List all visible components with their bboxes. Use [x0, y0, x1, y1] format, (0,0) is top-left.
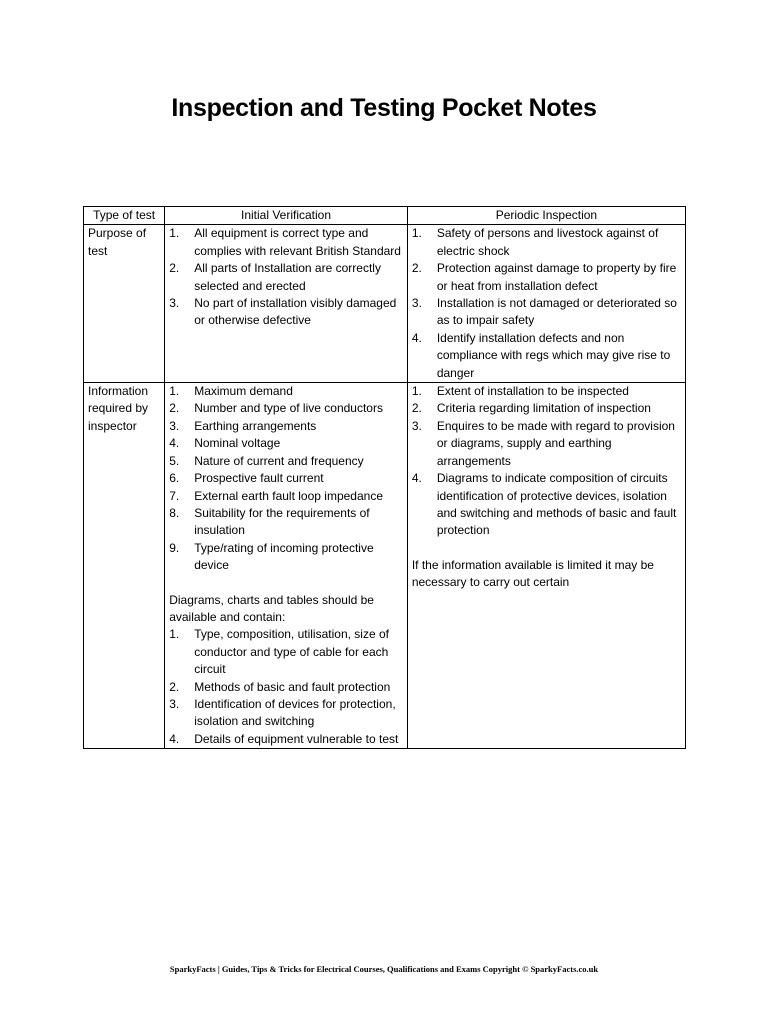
limited-info-note: If the information available is limited it may be necessary to carry out certain	[411, 557, 654, 590]
purpose-periodic-list	[412, 225, 681, 382]
list-item: 6. Prospective fault current	[169, 471, 324, 486]
inspection-table	[83, 206, 686, 749]
list-item: 2. Methods of basic and fault protection	[169, 679, 391, 694]
information-periodic-cell	[407, 383, 685, 749]
list-item: 1. Type, composition, utilisation, size of conductor and type of cable for each circuit	[169, 627, 389, 677]
information-initial-list	[169, 383, 403, 574]
table-header-row	[84, 207, 686, 225]
list-item: 4. Diagrams to indicate composition of circuits identification of protective devices, isolation and switching and methods of basic and fault protection	[411, 471, 677, 538]
header-type-of-test: Type of test	[84, 207, 165, 225]
page-title: Inspection and Testing Pocket Notes	[171, 94, 597, 122]
list-item: 4. Identify installation defects and non compliance with regs which may give rise to danger	[411, 330, 671, 380]
table-row-information	[84, 383, 686, 749]
list-item: 1. All equipment is correct type and complies with relevant British Standard	[169, 226, 401, 258]
list-item: 7. External earth fault loop impedance	[169, 488, 383, 503]
list-item: 1. Extent of installation to be inspected	[411, 384, 629, 399]
list-item: 5. Nature of current and frequency	[169, 453, 364, 468]
header-periodic-inspection: Periodic Inspection	[407, 207, 685, 225]
row-label-information: Information required by inspector	[84, 383, 165, 749]
list-item: 3. Earthing arrangements	[169, 418, 317, 433]
list-item: 4. Nominal voltage	[169, 436, 281, 451]
diagrams-list	[169, 626, 403, 748]
purpose-initial-list	[169, 225, 403, 329]
list-item: 1. Maximum demand	[169, 384, 293, 399]
list-item: 2. Protection against damage to property by fire or heat from installation defect	[411, 261, 677, 293]
list-item: 3. Enquires to be made with regard to provision or diagrams, supply and earthing arrangements	[411, 418, 675, 468]
information-initial-cell	[165, 383, 408, 749]
list-item: 9. Type/rating of incoming protective device	[169, 540, 374, 573]
table-row-purpose	[84, 225, 686, 383]
row-label-purpose: Purpose of test	[84, 225, 165, 383]
list-item: 8. Suitability for the requirements of insulation	[169, 505, 370, 538]
list-item: 2. All parts of Installation are correctly selected and erected	[169, 261, 381, 293]
purpose-initial-cell	[165, 225, 408, 383]
list-item: 3. No part of installation visibly damaged or otherwise defective	[169, 296, 397, 328]
diagrams-note: Diagrams, charts and tables should be available and contain:	[169, 592, 374, 624]
list-item: 3. Installation is not damaged or deteriorated so as to impair safety	[411, 296, 677, 328]
information-periodic-list	[412, 383, 681, 540]
list-item: 4. Details of equipment vulnerable to test	[169, 731, 399, 746]
list-item: 2. Criteria regarding limitation of inspection	[411, 401, 651, 416]
list-item: 1. Safety of persons and livestock against of electric shock	[411, 226, 659, 258]
header-initial-verification: Initial Verification	[165, 207, 408, 225]
list-item: 2. Number and type of live conductors	[169, 401, 383, 416]
purpose-periodic-cell	[407, 225, 685, 383]
list-item: 3. Identification of devices for protection, isolation and switching	[169, 696, 396, 729]
page-footer: SparkyFacts | Guides, Tips & Tricks for Electrical Courses, Qualifications and Exams Copyright © SparkyFacts.co.uk	[169, 964, 599, 974]
